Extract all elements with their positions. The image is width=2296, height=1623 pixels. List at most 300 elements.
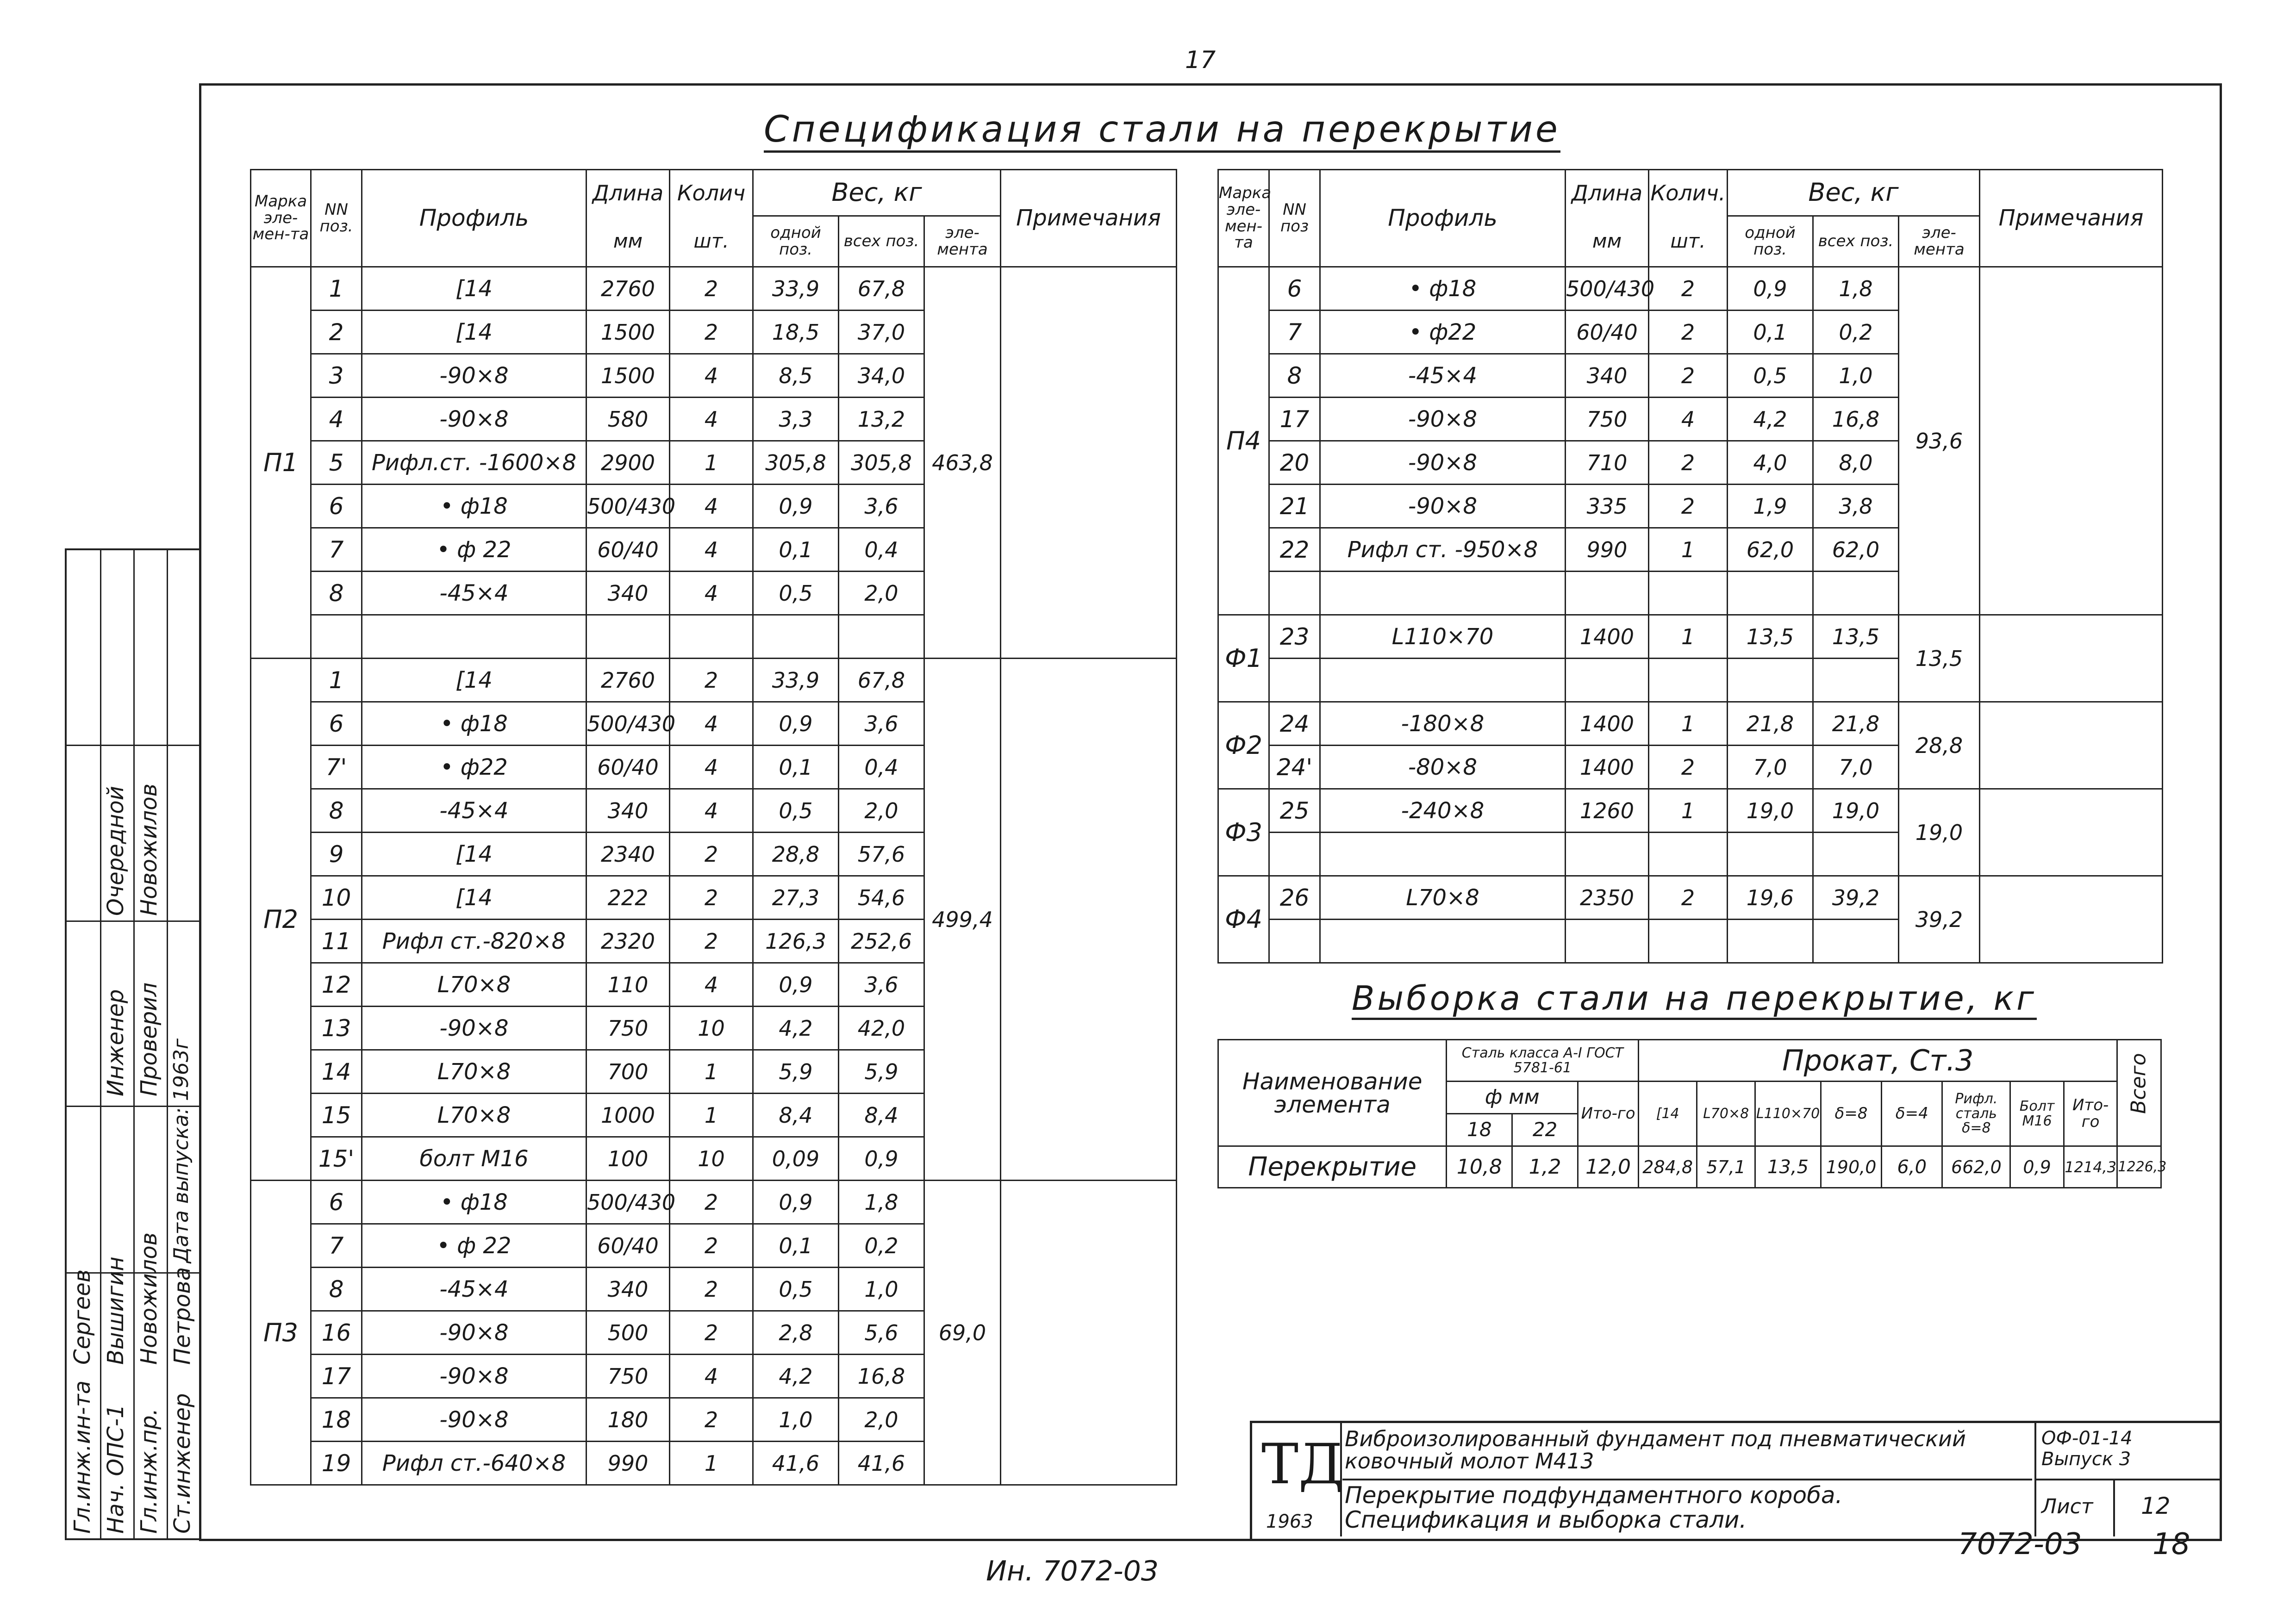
sel-row-d8: 190,0	[1821, 1146, 1881, 1188]
weight-all-cell: 8,0	[1813, 441, 1899, 485]
element-weight: 19,0	[1899, 789, 1980, 876]
profile-cell: -90×8	[1320, 441, 1566, 485]
w-one-header: одной поз.	[753, 216, 839, 267]
stamp-code: ОФ-01-14	[2041, 1428, 2133, 1449]
qty-cell: 2	[1649, 267, 1728, 311]
profile-cell: -90×8	[362, 1007, 586, 1050]
pos-cell	[1269, 833, 1320, 876]
weight-all-cell: 16,8	[839, 1355, 924, 1398]
length-cell: 500/430	[586, 702, 670, 746]
weight-one-cell: 18,5	[753, 311, 839, 354]
qty-cell	[1649, 833, 1728, 876]
length-cell: 335	[1566, 485, 1649, 528]
length-cell	[1566, 833, 1649, 876]
qty-cell: 2	[670, 833, 753, 876]
pos-cell: 10	[311, 876, 362, 920]
length-cell: 340	[1566, 354, 1649, 398]
side-date: Дата выпуска: 1963г	[169, 1038, 193, 1263]
note-cell	[1980, 876, 2163, 963]
sel-c14: [14	[1639, 1082, 1697, 1146]
sel-d18: 18	[1447, 1114, 1512, 1146]
col-pos-header-right: NN поз	[1269, 170, 1320, 267]
spec-row	[251, 267, 1177, 311]
qty-cell: 4	[670, 1355, 753, 1398]
length-cell: 990	[1566, 528, 1649, 572]
col-length-header: Длина	[586, 170, 670, 216]
weight-one-cell: 0,9	[753, 963, 839, 1007]
qty-cell: 4	[670, 485, 753, 528]
side-name-1: Сергеев	[69, 1269, 95, 1365]
qty-cell: 1	[1649, 528, 1728, 572]
sel-total-label: Всего	[2127, 1053, 2151, 1114]
pos-cell: 19	[311, 1442, 362, 1485]
sel-l110: L110×70	[1755, 1082, 1821, 1146]
sel-prokat-header: Прокат, Ст.3	[1639, 1040, 2117, 1082]
length-cell: 2760	[586, 267, 670, 311]
weight-all-cell: 34,0	[839, 354, 924, 398]
sel-row-l110: 13,5	[1755, 1146, 1821, 1188]
weight-one-cell: 28,8	[753, 833, 839, 876]
profile-cell: L70×8	[362, 1050, 586, 1094]
length-cell: 340	[586, 572, 670, 615]
qty-unit: шт.	[670, 216, 753, 267]
length-cell: 2340	[586, 833, 670, 876]
profile-cell: -240×8	[1320, 789, 1566, 833]
title-block	[1250, 1421, 2220, 1539]
length-cell: 500/430	[586, 1181, 670, 1224]
weight-all-cell: 13,5	[1813, 615, 1899, 659]
weight-all-cell: 1,0	[839, 1268, 924, 1311]
w-all-header: всех поз.	[839, 216, 924, 267]
profile-cell: болт М16	[362, 1137, 586, 1181]
weight-one-cell: 2,8	[753, 1311, 839, 1355]
length-cell: 60/40	[586, 528, 670, 572]
length-cell: 710	[1566, 441, 1649, 485]
sel-itogo2: Ито-го	[2064, 1082, 2117, 1146]
qty-cell	[670, 615, 753, 659]
pos-cell: 23	[1269, 615, 1320, 659]
length-cell: 2350	[1566, 876, 1649, 920]
w-all-header-right: всех поз.	[1813, 216, 1899, 267]
stamp-list-no: 12	[2141, 1492, 2171, 1519]
element-mark: Ф2	[1218, 702, 1269, 789]
element-mark: П2	[251, 659, 311, 1181]
pos-cell	[1269, 572, 1320, 615]
element-weight: 93,6	[1899, 267, 1980, 615]
stamp-divider	[1342, 1479, 2032, 1480]
profile-cell: • ф 22	[362, 1224, 586, 1268]
selection-title: Выборка стали на перекрытие, кг	[1352, 979, 2037, 1020]
sel-row-name: Перекрытие	[1218, 1146, 1447, 1188]
weight-one-cell: 0,5	[753, 572, 839, 615]
weight-one-cell: 4,2	[753, 1007, 839, 1050]
weight-one-cell: 19,0	[1728, 789, 1813, 833]
col-note-header: Примечания	[1001, 170, 1177, 267]
sel-row-rifl: 662,0	[1942, 1146, 2010, 1188]
sel-itogo1: Ито-го	[1578, 1082, 1638, 1146]
weight-one-cell: 126,3	[753, 920, 839, 963]
spec-row	[1218, 702, 2163, 746]
note-cell	[1001, 659, 1177, 1181]
side-upper-role-2: Очередной	[103, 786, 129, 916]
pos-cell	[311, 615, 362, 659]
profile-cell: [14	[362, 659, 586, 702]
spec-row	[251, 1181, 1177, 1224]
pos-cell: 9	[311, 833, 362, 876]
profile-cell: [14	[362, 876, 586, 920]
element-mark: Ф3	[1218, 789, 1269, 876]
sel-row-22: 1,2	[1512, 1146, 1578, 1188]
col-profile-header: Профиль	[362, 170, 586, 267]
qty-cell	[1649, 659, 1728, 702]
profile-cell: -90×8	[1320, 485, 1566, 528]
weight-all-cell: 57,6	[839, 833, 924, 876]
logo-mark: ТД	[1261, 1432, 1344, 1497]
col-weight-header: Вес, кг	[753, 170, 1001, 216]
profile-cell: [14	[362, 833, 586, 876]
weight-all-cell: 19,0	[1813, 789, 1899, 833]
weight-all-cell: 1,0	[1813, 354, 1899, 398]
weight-one-cell: 0,1	[753, 528, 839, 572]
profile-cell: Рифл ст.-640×8	[362, 1442, 586, 1485]
pos-cell: 7'	[311, 746, 362, 789]
qty-cell: 2	[670, 920, 753, 963]
length-cell: 60/40	[1566, 311, 1649, 354]
weight-all-cell: 252,6	[839, 920, 924, 963]
side-name-3: Новожилов	[136, 1232, 162, 1365]
profile-cell: -45×4	[1320, 354, 1566, 398]
weight-all-cell: 0,2	[839, 1224, 924, 1268]
qty-cell: 4	[670, 702, 753, 746]
col-qty-header-right: Колич.	[1649, 170, 1728, 216]
profile-cell: -45×4	[362, 572, 586, 615]
sel-rifl: Рифл. сталь δ=8	[1942, 1082, 2010, 1146]
qty-cell: 2	[670, 876, 753, 920]
profile-cell	[362, 615, 586, 659]
note-cell	[1001, 267, 1177, 659]
length-cell: 700	[586, 1050, 670, 1094]
sel-d4: δ=4	[1882, 1082, 1942, 1146]
signature-strip	[65, 548, 201, 1540]
side-role-2: Нач. ОПС-1	[103, 1404, 129, 1534]
pos-cell: 6	[311, 1181, 362, 1224]
weight-one-cell: 1,0	[753, 1398, 839, 1442]
side-upper-name-1: Проверил	[136, 982, 162, 1096]
pos-cell	[1269, 920, 1320, 963]
weight-one-cell: 0,1	[753, 746, 839, 789]
pos-cell: 8	[1269, 354, 1320, 398]
weight-all-cell: 16,8	[1813, 398, 1899, 441]
pos-cell: 12	[311, 963, 362, 1007]
qty-cell: 2	[670, 311, 753, 354]
pos-cell: 15'	[311, 1137, 362, 1181]
weight-one-cell: 4,0	[1728, 441, 1813, 485]
qty-cell: 4	[670, 354, 753, 398]
weight-all-cell	[1813, 920, 1899, 963]
pos-cell: 5	[311, 441, 362, 485]
length-cell: 1400	[1566, 615, 1649, 659]
profile-cell: -90×8	[362, 354, 586, 398]
length-cell	[1566, 920, 1649, 963]
pos-cell: 3	[311, 354, 362, 398]
pos-cell	[1269, 659, 1320, 702]
note-cell	[1980, 702, 2163, 789]
weight-one-cell: 0,5	[753, 1268, 839, 1311]
qty-cell: 10	[670, 1137, 753, 1181]
weight-one-cell: 8,4	[753, 1094, 839, 1137]
profile-cell	[1320, 659, 1566, 702]
length-cell: 2320	[586, 920, 670, 963]
pos-cell: 7	[311, 1224, 362, 1268]
length-cell	[1566, 659, 1649, 702]
length-cell: 750	[1566, 398, 1649, 441]
spec-title: Спецификация стали на перекрытие	[764, 109, 1560, 153]
profile-cell: • ф18	[1320, 267, 1566, 311]
profile-cell: -45×4	[362, 789, 586, 833]
weight-all-cell	[1813, 572, 1899, 615]
profile-cell: -180×8	[1320, 702, 1566, 746]
profile-cell: -80×8	[1320, 746, 1566, 789]
length-cell	[586, 615, 670, 659]
weight-one-cell	[1728, 833, 1813, 876]
spec-row	[1218, 789, 2163, 833]
length-cell: 60/40	[586, 1224, 670, 1268]
profile-cell: [14	[362, 267, 586, 311]
profile-cell: -90×8	[362, 1311, 586, 1355]
pos-cell: 8	[311, 1268, 362, 1311]
strip-col-line-1	[100, 550, 101, 1538]
pos-cell: 24'	[1269, 746, 1320, 789]
side-name-4: Петрова	[169, 1267, 195, 1365]
qty-cell: 2	[670, 1224, 753, 1268]
length-cell: 100	[586, 1137, 670, 1181]
note-cell	[1980, 789, 2163, 876]
element-weight: 28,8	[1899, 702, 1980, 789]
profile-cell: L110×70	[1320, 615, 1566, 659]
weight-one-cell: 41,6	[753, 1442, 839, 1485]
weight-one-cell	[753, 615, 839, 659]
qty-cell: 2	[1649, 441, 1728, 485]
qty-cell: 2	[670, 1311, 753, 1355]
note-cell	[1980, 615, 2163, 702]
qty-cell: 2	[670, 659, 753, 702]
weight-all-cell: 42,0	[839, 1007, 924, 1050]
page-number: 17	[1185, 46, 1216, 74]
strip-col-line-3	[167, 550, 168, 1538]
profile-cell: • ф18	[362, 1181, 586, 1224]
sel-row-sum1: 12,0	[1578, 1146, 1638, 1188]
spec-table-right	[1217, 169, 2163, 964]
weight-all-cell: 2,0	[839, 789, 924, 833]
profile-cell: -90×8	[362, 398, 586, 441]
spec-row	[1218, 267, 2163, 311]
col-mark-header: Марка эле-мен-та	[251, 170, 311, 267]
weight-all-cell: 2,0	[839, 1398, 924, 1442]
qty-cell: 1	[1649, 702, 1728, 746]
length-cell: 1400	[1566, 746, 1649, 789]
qty-cell: 2	[1649, 311, 1728, 354]
weight-all-cell	[839, 615, 924, 659]
profile-cell: -90×8	[362, 1355, 586, 1398]
col-profile-header-right: Профиль	[1320, 170, 1566, 267]
strip-row-line-2	[67, 920, 201, 922]
qty-cell: 2	[670, 267, 753, 311]
weight-one-cell: 4,2	[753, 1355, 839, 1398]
weight-all-cell: 67,8	[839, 267, 924, 311]
profile-cell: • ф22	[362, 746, 586, 789]
sel-row-sum2: 1214,3	[2064, 1146, 2117, 1188]
length-cell: 500/430	[1566, 267, 1649, 311]
qty-cell: 2	[670, 1181, 753, 1224]
pos-cell: 25	[1269, 789, 1320, 833]
weight-all-cell: 0,4	[839, 746, 924, 789]
weight-one-cell: 0,5	[1728, 354, 1813, 398]
element-weight: 39,2	[1899, 876, 1980, 963]
spec-row	[1218, 876, 2163, 920]
qty-cell: 2	[670, 1268, 753, 1311]
sel-total-header	[2117, 1040, 2161, 1146]
weight-all-cell: 7,0	[1813, 746, 1899, 789]
pos-cell: 4	[311, 398, 362, 441]
pos-cell: 2	[311, 311, 362, 354]
length-cell: 1400	[1566, 702, 1649, 746]
weight-one-cell: 0,9	[753, 1181, 839, 1224]
qty-cell: 4	[670, 789, 753, 833]
element-weight: 69,0	[924, 1181, 1001, 1485]
length-cell: 500/430	[586, 485, 670, 528]
col-length-header-right: Длина	[1566, 170, 1649, 216]
pos-cell: 14	[311, 1050, 362, 1094]
stamp-line1: Виброизолированный фундамент под пневматический ковочный молот М413	[1345, 1426, 1966, 1474]
weight-all-cell: 3,8	[1813, 485, 1899, 528]
qty-cell: 1	[1649, 615, 1728, 659]
profile-cell: [14	[362, 311, 586, 354]
profile-cell	[1320, 833, 1566, 876]
w-elem-header-right: эле-мента	[1899, 216, 1980, 267]
w-elem-header: эле-мента	[924, 216, 1001, 267]
qty-cell: 4	[670, 746, 753, 789]
pos-cell: 1	[311, 659, 362, 702]
sel-row-d4: 6,0	[1882, 1146, 1942, 1188]
bottom-sheet: 18	[2152, 1527, 2190, 1561]
qty-unit-right: шт.	[1649, 216, 1728, 267]
length-cell: 750	[586, 1007, 670, 1050]
qty-cell: 1	[670, 1094, 753, 1137]
weight-one-cell: 0,09	[753, 1137, 839, 1181]
qty-cell: 4	[670, 572, 753, 615]
length-cell: 1500	[586, 354, 670, 398]
sel-row-bolt: 0,9	[2010, 1146, 2064, 1188]
weight-all-cell: 54,6	[839, 876, 924, 920]
pos-cell: 21	[1269, 485, 1320, 528]
length-cell: 222	[586, 876, 670, 920]
weight-one-cell: 33,9	[753, 267, 839, 311]
weight-all-cell: 5,6	[839, 1311, 924, 1355]
length-cell: 990	[586, 1442, 670, 1485]
side-upper-role-1: Инженер	[103, 989, 129, 1096]
pos-cell: 22	[1269, 528, 1320, 572]
profile-cell: -45×4	[362, 1268, 586, 1311]
side-role-3: Гл.инж.пр.	[136, 1408, 162, 1534]
weight-all-cell: 13,2	[839, 398, 924, 441]
qty-cell: 2	[1649, 876, 1728, 920]
pos-cell: 18	[311, 1398, 362, 1442]
length-cell: 110	[586, 963, 670, 1007]
weight-one-cell: 3,3	[753, 398, 839, 441]
weight-one-cell: 33,9	[753, 659, 839, 702]
weight-all-cell	[1813, 659, 1899, 702]
profile-cell: -90×8	[362, 1398, 586, 1442]
pos-cell: 17	[1269, 398, 1320, 441]
qty-cell: 4	[670, 398, 753, 441]
profile-cell: L70×8	[1320, 876, 1566, 920]
weight-all-cell: 3,6	[839, 485, 924, 528]
weight-one-cell: 0,9	[753, 702, 839, 746]
qty-cell: 4	[1649, 398, 1728, 441]
length-unit: мм	[586, 216, 670, 267]
element-weight: 463,8	[924, 267, 1001, 659]
weight-all-cell: 37,0	[839, 311, 924, 354]
sel-name-header: Наименование элемента	[1218, 1040, 1447, 1146]
weight-one-cell: 4,2	[1728, 398, 1813, 441]
sel-d22: 22	[1512, 1114, 1578, 1146]
qty-cell: 1	[1649, 789, 1728, 833]
weight-all-cell: 3,6	[839, 702, 924, 746]
weight-one-cell	[1728, 920, 1813, 963]
weight-one-cell: 62,0	[1728, 528, 1813, 572]
sel-row-l70: 57,1	[1697, 1146, 1755, 1188]
note-cell	[1001, 1181, 1177, 1485]
element-mark: П3	[251, 1181, 311, 1485]
strip-row-line-1	[67, 745, 201, 746]
note-cell	[1980, 267, 2163, 615]
pos-cell: 6	[311, 485, 362, 528]
pos-cell: 11	[311, 920, 362, 963]
length-cell: 500	[586, 1311, 670, 1355]
length-cell: 2900	[586, 441, 670, 485]
bottom-code: 7072-03	[1958, 1527, 2082, 1561]
weight-all-cell: 5,9	[839, 1050, 924, 1094]
qty-cell: 4	[670, 963, 753, 1007]
weight-one-cell: 0,9	[753, 485, 839, 528]
sel-steel-class: Сталь класса А-I ГОСТ 5781-61	[1447, 1040, 1639, 1082]
stamp-year: 1963	[1266, 1511, 1313, 1532]
qty-cell: 1	[670, 1442, 753, 1485]
weight-one-cell: 0,5	[753, 789, 839, 833]
weight-one-cell: 0,1	[1728, 311, 1813, 354]
col-weight-header-right: Вес, кг	[1728, 170, 1980, 216]
weight-all-cell: 8,4	[839, 1094, 924, 1137]
pos-cell: 8	[311, 789, 362, 833]
profile-cell: Рифл ст. -950×8	[1320, 528, 1566, 572]
qty-cell: 2	[1649, 485, 1728, 528]
profile-cell: • ф 22	[362, 528, 586, 572]
qty-cell: 2	[670, 1398, 753, 1442]
weight-all-cell: 62,0	[1813, 528, 1899, 572]
bottom-inventory: Ин. 7072-03	[986, 1555, 1159, 1587]
weight-all-cell: 1,8	[839, 1181, 924, 1224]
spec-row	[1218, 615, 2163, 659]
qty-cell: 2	[1649, 354, 1728, 398]
qty-cell	[1649, 920, 1728, 963]
weight-one-cell: 21,8	[1728, 702, 1813, 746]
element-mark: П4	[1218, 267, 1269, 615]
col-pos-header: NN поз.	[311, 170, 362, 267]
weight-one-cell: 1,9	[1728, 485, 1813, 528]
length-cell: 2760	[586, 659, 670, 702]
profile-cell	[1320, 572, 1566, 615]
pos-cell: 17	[311, 1355, 362, 1398]
